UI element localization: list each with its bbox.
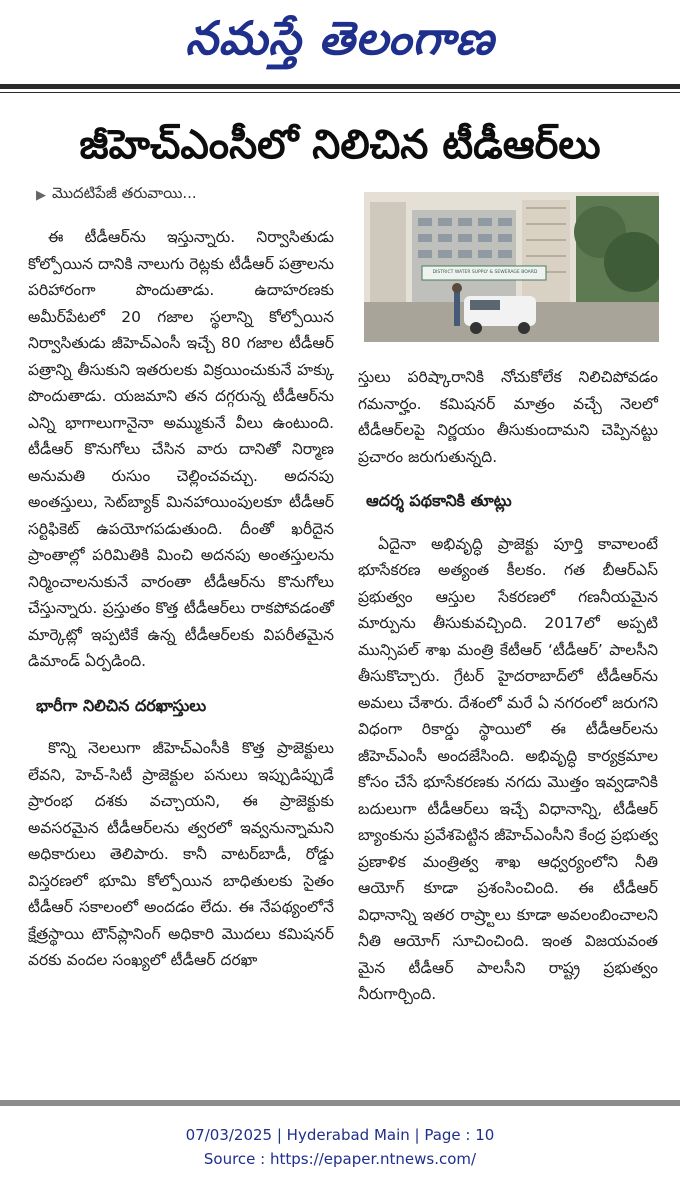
- masthead-divider-thin: [0, 92, 680, 93]
- continuation-note: [36, 184, 197, 206]
- article-paragraph: కొన్ని నెలలుగా జీహెచ్ఎంసీకి కొత్త ప్రాజెక్టులు లేవని, హెచ్-సిటీ ప్రాజెక్టుల పనులు ఇప్పుడిప్పుడే ప్రారంభ దశకు వచ్చాయని, ఈ ప్రాజెక్టుకు అవసరమైన టీడీఆర్‌లను త్వరలో ఇవ్వనున్నామని అధికారులు తెలిపారు. కానీ వాటర్‌బాడీ, రోడ్డు విస్తరణలో భూమి కోల్పోయిన బాధితులకు సైతం టీడీఆర్ సకాలంలో అందడం లేదు. ఈ నేపథ్యంలోనే క్షేత్రస్థాయి టౌన్‌ప్లానింగ్ అధికారి మొదలు కమిషనర్ వరకు వందల సంఖ్యలో టీడీఆర్ దరఖా: [28, 739, 334, 969]
- article-paragraph: ఏదైనా అభివృద్ధి ప్రాజెక్టు పూర్తి కావాలంటే భూసేకరణ అత్యంత కీలకం. గత బీఆర్ఎస్ ప్రభుత్వం ఆస్తుల సేకరణలో గణనీయమైన మార్పును తీసుకువచ్చింది. 2017లో అప్పటి మున్సిపల్ శాఖ మంత్రి కేటీఆర్ ‘టీడీఆర్’ పాలసీని తీసుకొచ్చారు. గ్రేటర్ హైదరాబాద్‌లో టీడీఆర్‌ను అమలు చేశారు. దేశంలో మరే ఏ నగరంలో జరుగని విధంగా రికార్డు స్థాయిలో ఈ టీడీఆర్‌లను జీహెచ్ఎంసీ అందజేసింది. అభివృద్ధి కార్యక్రమాల కోసం చేసే భూసేకరణకు నగదు మొత్తం ఇవ్వడానికి బదులుగా టీడీఆర్‌లు ఇచ్చే విధానాన్ని, టీడీఆర్ బ్యాంకును ప్రవేశపెట్టిన జీహెచ్ఎంసీని కేంద్ర ప్రభుత్వ ప్రణాళిక మంత్రిత్వ శాఖ ఆధ్వర్యంలోని నీతి ఆయోగ్ కూడా ప్రశంసించింది. ఈ టీడీఆర్ విధానాన్ని ఇతర రాష్ర్టాలు కూడా అవలంబించాలని నీతి ఆయోగ్ సూచించింది. ఇంత విజయవంత మైన టీడీఆర్ పాలసీని రాష్ట్ర ప్రభుత్వం నీరుగార్చింది.: [358, 534, 658, 1003]
- subheading: ఆదర్శ పథకానికి తూట్లు: [366, 491, 512, 510]
- right-column: [358, 364, 658, 1008]
- masthead: [0, 8, 680, 68]
- article-paragraph: స్తులు పరిష్కారానికి నోచుకోలేక నిలిచిపోవడం గమనార్హం. కమిషనర్ మాత్రం వచ్చే నెలలో టీడీఆర్‌లపై నిర్ణయం తీసుకుందామని చెప్పినట్టు ప్రచారం జరుగుతున్నది.: [358, 368, 658, 466]
- article-paragraph: ఈ టీడీఆర్‌ను ఇస్తున్నారు. నిర్వాసితుడు కోల్పోయిన దానికి నాలుగు రెట్లకు టీడీఆర్ పత్రాలను పరిహారంగా పొందుతాడు. ఉదాహరణకు అమీర్‌పేటలో 20 గజాల స్థలాన్ని కోల్పోయిన నిర్వాసితుడు జీహెచ్ఎంసీ ఇచ్చే 80 గజాల టీడీఆర్ పత్రాన్ని తీసుకుని ఇతరులకు విక్రయించుకునే హక్కు పొందుతాడు. యజమాని తన దగ్గరున్న టీడీఆర్‌ను ఎన్ని భాగాలుగానైనా అమ్ముకునే వీలు ఉంటుంది. టీడీఆర్ కొనుగోలు చేసిన వారు దానితో నిర్మాణ అనుమతి రుసుం చెల్లించవచ్చు. అదనపు అంతస్తులు, సెట్‌బ్యాక్ మినహాయింపులకూ టీడీఆర్ సర్టిఫికెట్ ఉపయోగపడుతుంది. దీంతో ఖరీదైన ప్రాంతాల్లో పరిమితికి మించి అదనపు అంతస్తులను నిర్మించాలనుకునే వారంతా టీడీఆర్‌ను కొనుగోలు చేస్తున్నారు. ప్రస్తుతం కొత్త టీడీఆర్‌లు రాకపోవడంతో మార్కెట్లో ఇప్పటికే ఉన్న టీడీఆర్‌లకు విపరీతమైన డిమాండ్ ఏర్పడింది.: [28, 228, 334, 670]
- footer-edition-info: 07/03/2025 | Hyderabad Main | Page : 10: [185, 1126, 495, 1144]
- footer-source[interactable]: Source : https://epaper.ntnews.com/: [203, 1150, 477, 1168]
- news-photo: [364, 192, 659, 342]
- left-column: [28, 224, 334, 974]
- chevron-right-icon: ▶: [36, 187, 46, 203]
- masthead-logo: నమస్తే తెలంగాణ: [185, 11, 495, 65]
- photo-sign-text: DISTRICT WATER SUPPLY & SEWERAGE BOARD: [432, 270, 538, 275]
- headline: జీహెచ్ఎంసీలో నిలిచిన టీడీఆర్‌లు: [79, 122, 601, 168]
- masthead-divider: [0, 84, 680, 89]
- footer-divider: [0, 1100, 680, 1106]
- continuation-label: మొదటిపేజీ తరువాయి...: [52, 184, 197, 202]
- subheading: భారీగా నిలిచిన దరఖాస్తులు: [36, 695, 207, 715]
- building-photo-illustration: [364, 192, 659, 342]
